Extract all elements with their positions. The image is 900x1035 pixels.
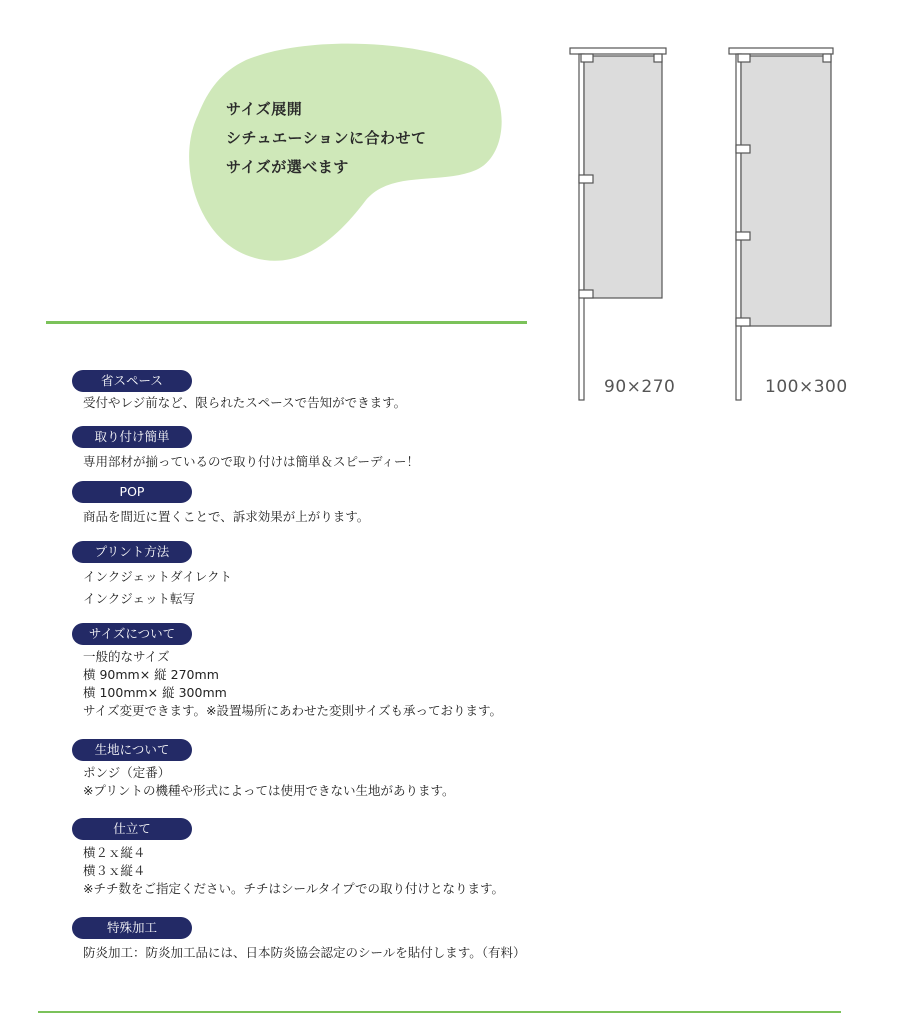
- hero-line: サイズが選べます: [226, 158, 349, 176]
- section-line: 横３ｘ縦４: [83, 863, 146, 878]
- section-line: ※プリントの機種や形式によっては使用できない生地があります。: [83, 783, 455, 798]
- section-print-method: [72, 541, 232, 610]
- section-pop: [72, 481, 369, 526]
- section-tag: サイズについて: [72, 623, 192, 645]
- hero-line: サイズ展開: [226, 100, 303, 118]
- section-fabric: [72, 739, 454, 800]
- section-space-saving: [72, 370, 406, 412]
- section-line: 受付やレジ前など、限られたスペースで告知ができます。: [83, 395, 407, 410]
- divider-bottom: [38, 1011, 841, 1013]
- section-size: [72, 623, 502, 720]
- section-line: 専用部材が揃っているので取り付けは簡単＆スピーディー！: [83, 454, 420, 469]
- section-line: インクジェットダイレクト: [83, 569, 233, 584]
- hero-line: シチュエーションに合わせて: [226, 129, 427, 147]
- section-line: インクジェット転写: [83, 591, 196, 606]
- section-tag: 取り付け簡単: [72, 426, 192, 448]
- section-tag: 特殊加工: [72, 917, 192, 939]
- section-line: 防炎加工：防炎加工品には、日本防炎協会認定のシールを貼付します。（有料）: [83, 945, 526, 960]
- section-line: 商品を間近に置くことで、訴求効果が上がります。: [83, 509, 370, 524]
- divider-top: [46, 321, 527, 324]
- section-line: 一般的なサイズ: [83, 649, 170, 664]
- section-easy-install: [72, 426, 419, 471]
- section-tag: 生地について: [72, 739, 192, 761]
- hero-text: [226, 95, 426, 182]
- section-line: ポンジ（定番）: [83, 765, 171, 780]
- section-tag: プリント方法: [72, 541, 192, 563]
- flag-caption: 90×270: [604, 377, 676, 397]
- section-line: ※チチ数をご指定ください。チチはシールタイプでの取り付けとなります。: [83, 881, 504, 896]
- section-tag: POP: [72, 481, 192, 503]
- section-line: 横 100mm× 縦 300mm: [83, 685, 227, 700]
- flag-illustration-100x300: [727, 44, 837, 404]
- flag-caption: 100×300: [765, 377, 848, 397]
- section-line: 横 90mm× 縦 270mm: [83, 667, 219, 682]
- section-finishing: [72, 818, 504, 898]
- section-tag: 省スペース: [72, 370, 192, 392]
- section-tag: 仕立て: [72, 818, 192, 840]
- section-line: サイズ変更できます。※設置場所にあわせた変則サイズも承っております。: [83, 703, 502, 718]
- section-special-processing: [72, 917, 526, 962]
- flag-illustration-90x270: [568, 44, 668, 404]
- section-line: 横２ｘ縦４: [83, 845, 146, 860]
